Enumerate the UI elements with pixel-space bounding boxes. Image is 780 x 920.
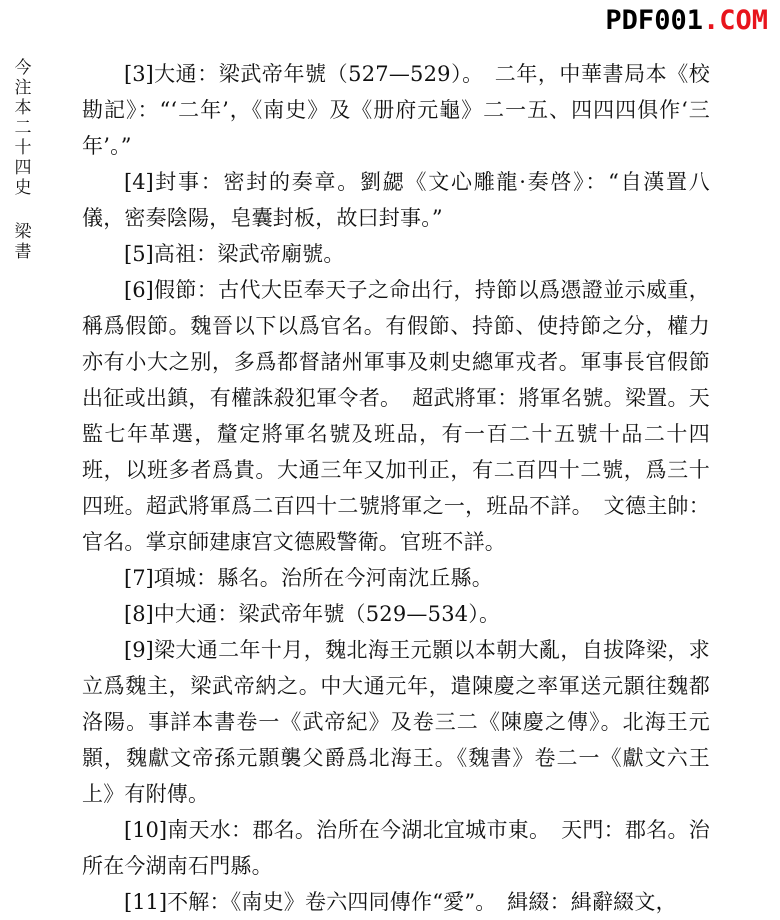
note-8: [82, 596, 710, 632]
running-head-book-title: 今注本二十四史: [14, 58, 32, 198]
note-number: [9]: [124, 638, 154, 662]
note-number: [7]: [124, 566, 154, 590]
note-6: [82, 272, 710, 560]
note-10: [82, 812, 710, 884]
note-11: [82, 884, 710, 920]
note-number: [8]: [124, 602, 154, 626]
note-text: 不解：《南史》卷六四同傳作“愛”。 緝綴：緝辭綴文，: [167, 890, 677, 914]
note-number: [10]: [124, 818, 168, 842]
running-head: [12, 58, 34, 262]
site-watermark: [605, 4, 768, 38]
note-7: [82, 560, 710, 596]
note-text: 假節：古代大臣奉天子之命出行，持節以爲憑證並示威重，稱爲假節。魏晉以下以爲官名。有假節、持節、使持節之分，權力亦有小大之别，多爲都督諸州軍事及刺史總軍戎者。軍事長官假節出征或出鎮，有權誅殺犯軍令者。 超武將軍：將軍名號。梁置。天監七年革選，釐定將軍名號及班品，有一百二十五號十品二十四班，以班多者爲貴。大通三年又加刊正，有二百四十二號，爲三十四班。超武將軍爲二百四十二號將軍之一，班品不詳。 文德主帥：官名。掌京師建康宫文德殿警衛。官班不詳。: [82, 278, 710, 554]
note-text: 大通：梁武帝年號（527—529）。 二年，中華書局本《校勘記》：“‘二年’，《南史》及《册府元龜》二一五、四四四俱作‘三年’。”: [82, 62, 710, 158]
watermark-accent-text: .COM: [702, 5, 768, 36]
running-head-gap: [12, 198, 34, 222]
note-5: [82, 236, 710, 272]
note-number: [5]: [124, 242, 154, 266]
annotation-body: [82, 56, 710, 920]
note-text: 梁大通二年十月，魏北海王元顥以本朝大亂，自拔降梁，求立爲魏主，梁武帝納之。中大通元年，遣陳慶之率軍送元顥往魏都洛陽。事詳本書卷一《武帝紀》及卷三二《陳慶之傳》。北海王元顥，魏獻文帝孫元顥襲父爵爲北海王。《魏書》卷二一《獻文六王上》有附傳。: [82, 638, 710, 806]
note-text: 南天水：郡名。治所在今湖北宜城市東。 天門：郡名。治所在今湖南石門縣。: [82, 818, 710, 878]
note-4: [82, 164, 710, 236]
note-number: [11]: [124, 890, 168, 914]
note-3: [82, 56, 710, 164]
note-number: [4]: [124, 170, 154, 194]
note-number: [3]: [124, 62, 154, 86]
note-text: 高祖：梁武帝廟號。: [153, 242, 345, 266]
note-number: [6]: [124, 278, 154, 302]
note-9: [82, 632, 710, 812]
note-text: 封事：密封的奏章。劉勰《文心雕龍·奏啓》：“自漢置八儀，密奏陰陽，皂囊封板，故曰封事。”: [82, 170, 710, 230]
note-text: 項城：縣名。治所在今河南沈丘縣。: [153, 566, 493, 590]
watermark-main-text: PDF001: [605, 5, 703, 36]
note-text: 中大通：梁武帝年號（529—534）。: [153, 602, 501, 626]
running-head-section-title: 梁書: [14, 222, 32, 262]
